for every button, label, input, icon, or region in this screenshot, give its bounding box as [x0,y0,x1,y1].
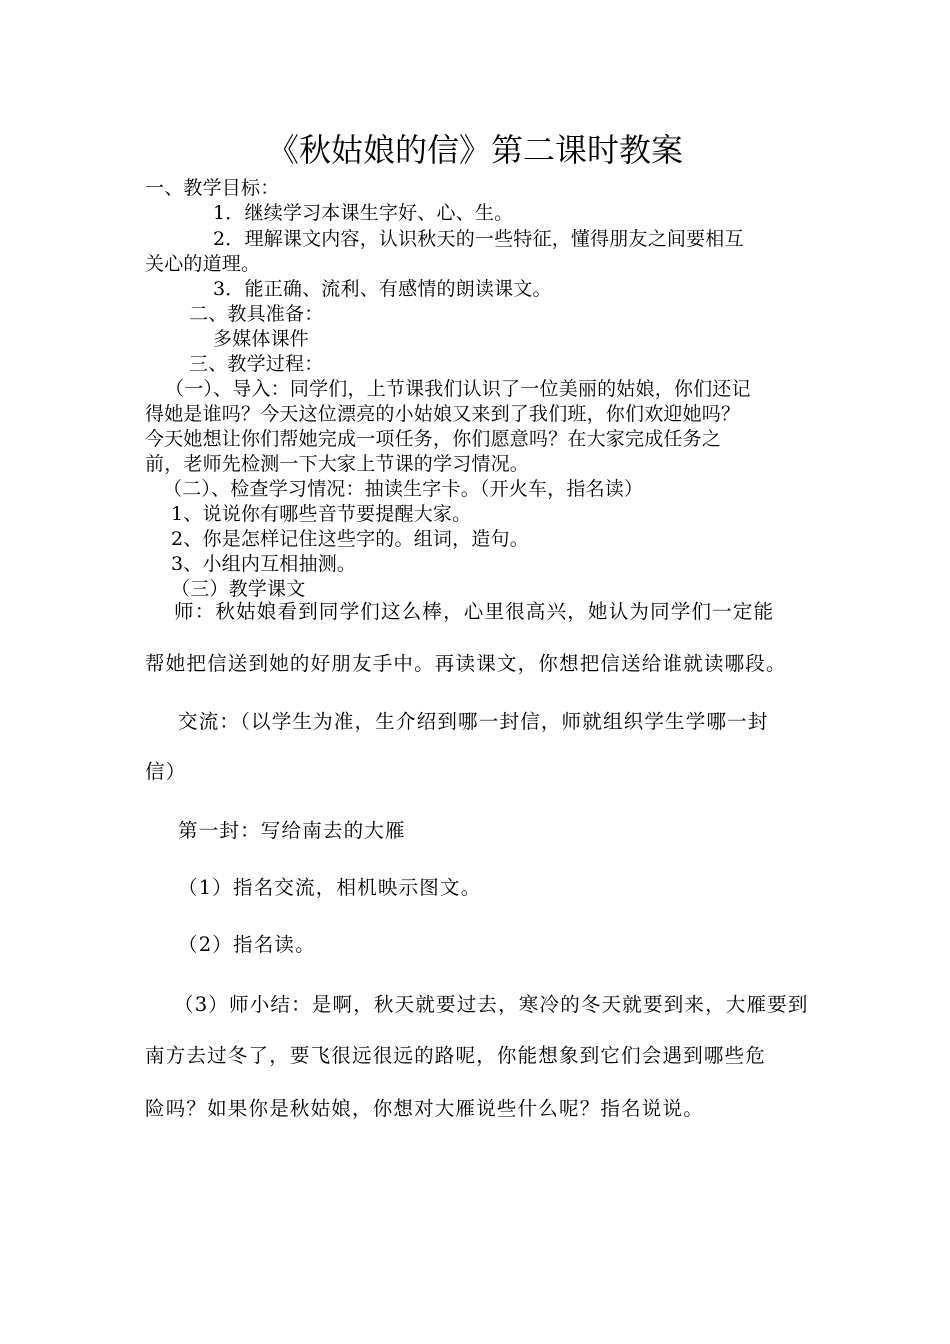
objective-item-2-cont: 关心的道理。 [145,253,261,275]
teacher-paragraph-line-1: 师：秋姑娘看到同学们这么棒，心里很高兴，她认为同学们一定能 [174,600,775,623]
section-heading-materials: 二、教具准备： [189,303,324,325]
objective-item-3: 3．能正确、流利、有感情的朗读课文。 [213,278,552,300]
review-item-1: 1、说说你有哪些音节要提醒大家。 [171,503,472,525]
summary-paragraph-line-3: 险吗？如果你是秋姑娘，你想对大雁说些什么呢？指名说说。 [145,1097,704,1120]
intro-paragraph-line-4: 前，老师先检测一下大家上节课的学习情况。 [145,453,530,475]
intro-paragraph-line-1: （一）、导入：同学们，上节课我们认识了一位美丽的姑娘，你们还记 [165,378,751,400]
summary-paragraph-line-1: （3）师小结：是啊，秋天就要过去，寒冷的冬天就要到来，大雁要到 [174,993,809,1016]
intro-paragraph-line-3: 今天她想让你们帮她完成一项任务，你们愿意吗？在大家完成任务之 [145,428,722,450]
first-letter-step-1: （1）指名交流，相机映示图文。 [178,876,482,899]
exchange-paragraph-line-1: 交流：（以学生为准，生介绍到哪一封信，师就组织学生学哪一封 [178,710,769,733]
materials-text: 多媒体课件 [213,328,310,350]
objective-item-1: 1．继续学习本课生字好、心、生。 [213,202,514,224]
intro-paragraph-line-2: 得她是谁吗？今天这位漂亮的小姑娘又来到了我们班，你们欢迎她吗？ [145,403,741,425]
review-heading: （二）、检查学习情况：抽读生字卡。（开火车，指名读） [163,478,644,500]
objective-item-2: 2．理解课文内容，认识秋天的一些特征，懂得朋友之间要相互 [213,228,744,250]
section-heading-process: 三、教学过程： [189,353,324,375]
summary-paragraph-line-2: 南方去过冬了，要飞很远很远的路呢，你能想象到它们会遇到哪些危 [145,1044,767,1067]
lesson-heading: （三）教学课文 [171,578,306,600]
first-letter-step-2: （2）指名读。 [178,933,316,956]
teacher-paragraph-line-2: 帮她把信送到她的好朋友手中。再读课文，你想把信送给谁就读哪段。 [145,652,787,675]
exchange-paragraph-line-2: 信） [145,760,187,783]
review-item-2: 2、你是怎样记住这些字的。组词，造句。 [171,528,529,550]
section-heading-objectives: 一、教学目标： [145,177,280,199]
page-title: 《秋姑娘的信》第二课时教案 [266,131,683,169]
review-item-3: 3、小组内互相抽测。 [171,553,357,575]
first-letter-heading: 第一封：写给南去的大雁 [178,819,406,842]
